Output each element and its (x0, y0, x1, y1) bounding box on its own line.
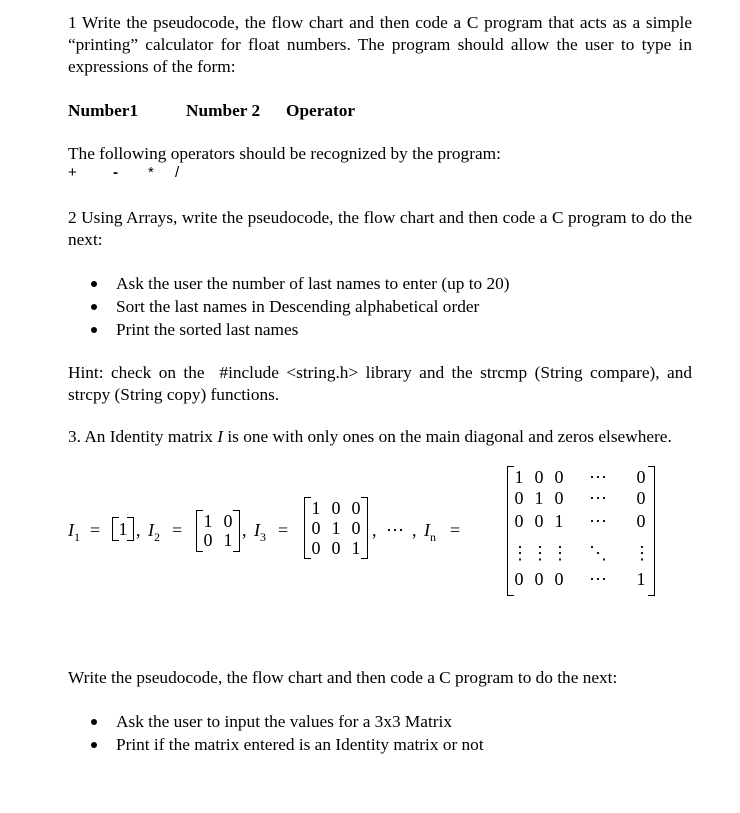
matrix-cell: ⋮ (531, 543, 549, 563)
q3-text-before: 3. An Identity matrix (68, 427, 218, 446)
matrix-cell: ⋯ (589, 511, 607, 531)
operator-minus: - (113, 164, 118, 181)
q3-bullet-list (68, 710, 688, 756)
operators-intro: The following operators should be recognized by the program: (68, 144, 501, 163)
operators-list (68, 164, 268, 186)
matrix-cell: 0 (311, 538, 321, 558)
matrix-cell: ⋯ (589, 488, 607, 508)
matrix-cell: ⋱ (589, 543, 607, 563)
matrix-cell: 0 (311, 518, 321, 538)
matrix-cell: 1 (554, 511, 564, 531)
matrix-cell: 0 (554, 569, 564, 589)
form-label-number1: Number1 (68, 101, 139, 120)
comma: , (412, 520, 417, 540)
ellipsis: ⋯ (386, 520, 404, 540)
matrix-cell: ⋮ (551, 543, 569, 563)
matrix-cell: 1 (331, 518, 341, 538)
matrix-cell: 1 (311, 498, 321, 518)
comma: , (242, 520, 247, 540)
matrix-cell: 0 (636, 488, 646, 508)
bullet-icon (91, 327, 97, 333)
list-item (68, 295, 688, 318)
identity-symbol: I (217, 427, 224, 446)
equals-sign: = (172, 520, 183, 540)
in-matrix (507, 466, 655, 596)
q2-text: 2 Using Arrays, write the pseudocode, the flow chart and then code a C program to do the next: (68, 208, 692, 249)
matrix-cell: 1 (118, 519, 128, 539)
i3-matrix (304, 497, 368, 559)
matrix-cell: ⋮ (633, 543, 651, 563)
matrix-cell: ⋮ (511, 543, 529, 563)
q3-text (68, 426, 692, 448)
matrix-cell: 1 (203, 511, 213, 531)
matrix-cell: 0 (351, 518, 361, 538)
list-item (68, 318, 688, 341)
matrix-cell: 0 (203, 530, 213, 550)
i1-label: $I_1$ (68, 520, 80, 544)
matrix-cell: 0 (223, 511, 233, 531)
i1-matrix (112, 517, 134, 541)
matrix-cell: 1 (636, 569, 646, 589)
matrix-cell: 0 (514, 511, 524, 531)
comma: , (372, 520, 377, 540)
matrix-cell: ⋯ (589, 467, 607, 487)
form-label-operator: Operator (286, 101, 356, 120)
operator-plus: + (68, 164, 77, 181)
list-item-text: Print if the matrix entered is an Identity matrix or not (116, 735, 484, 754)
matrix-cell: 1 (223, 530, 233, 550)
identity-equation (68, 462, 688, 602)
q1-text: 1 Write the pseudocode, the flow chart and then code a C program that acts as a simple “printing” calculator for float numbers. The program should allow the user to type in expressions of the form: (68, 13, 692, 76)
matrix-cell: 0 (351, 498, 361, 518)
matrix-cell: 0 (636, 467, 646, 487)
list-item-text: Ask the user the number of last names to enter (up to 20) (116, 274, 510, 293)
matrix-cell: 0 (554, 467, 564, 487)
bullet-icon (91, 719, 97, 725)
equals-sign: = (450, 520, 461, 540)
operator-multiply: * (148, 164, 154, 181)
matrix-cell: 0 (554, 488, 564, 508)
equals-sign: = (278, 520, 289, 540)
equals-sign: = (90, 520, 101, 540)
list-item-text: Ask the user to input the values for a 3x3 Matrix (116, 712, 452, 731)
matrix-cell: 0 (534, 569, 544, 589)
matrix-cell: 0 (636, 511, 646, 531)
q3-task: Write the pseudocode, the flow chart and then code a C program to do the next: (68, 668, 618, 687)
matrix-cell: 0 (514, 569, 524, 589)
q2-bullet-list (68, 272, 688, 341)
list-item-text: Sort the last names in Descending alphabetical order (116, 297, 480, 316)
comma: , (136, 520, 141, 540)
list-item-text: Print the sorted last names (116, 320, 299, 339)
matrix-cell: 0 (534, 467, 544, 487)
matrix-cell: 1 (534, 488, 544, 508)
form-label-number2: Number 2 (186, 101, 261, 120)
matrix-cell: 0 (514, 488, 524, 508)
bullet-icon (91, 281, 97, 287)
list-item (68, 272, 688, 295)
list-item (68, 710, 688, 733)
matrix-cell: 1 (351, 538, 361, 558)
matrix-cell: ⋯ (589, 569, 607, 589)
matrix-cell: 0 (331, 538, 341, 558)
in-label: $I_n$ (424, 520, 436, 544)
matrix-cell: 0 (331, 498, 341, 518)
operator-divide: / (175, 164, 180, 181)
bullet-icon (91, 742, 97, 748)
i3-label: $I_3$ (254, 520, 266, 544)
matrix-cell: 1 (514, 467, 524, 487)
bullet-icon (91, 304, 97, 310)
i2-matrix (196, 510, 240, 552)
q3-text-after: is one with only ones on the main diagonal and zeros elsewhere. (223, 427, 672, 446)
list-item (68, 733, 688, 756)
q2-hint: Hint: check on the #include <string.h> library and the strcmp (String compare), and strcpy (String copy) functions. (68, 363, 697, 404)
i2-label: $I_2$ (148, 520, 160, 544)
matrix-cell: 0 (534, 511, 544, 531)
